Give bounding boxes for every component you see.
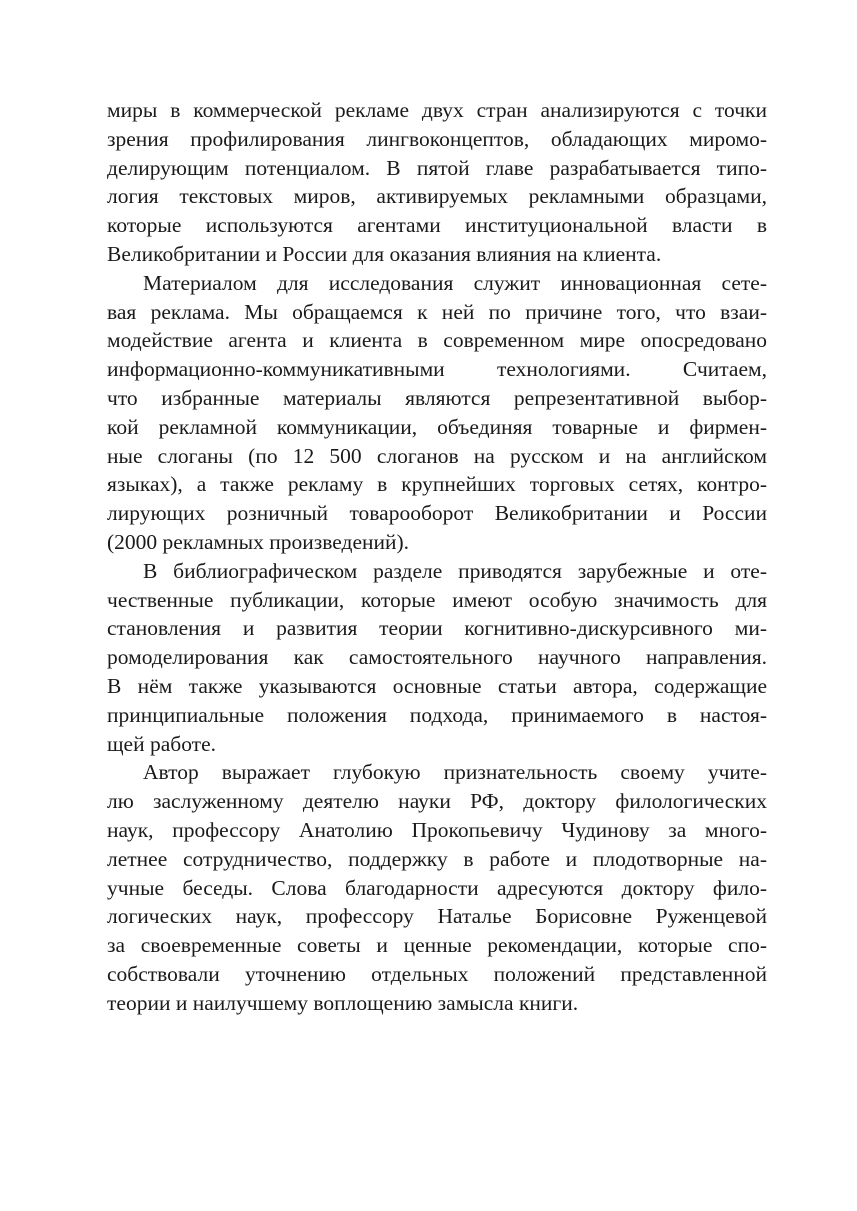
text-line: которые используются агентами институциональной власти в	[107, 213, 767, 238]
text-line: летнее сотрудничество, поддержку в работе и плодотворные на-	[107, 846, 767, 871]
text-line: (2000 рекламных произведений).	[107, 529, 410, 554]
text-line: ные слоганы (по 12 500 слоганов на русском и на английском	[107, 443, 767, 468]
text-line: Материалом для исследования служит инновационная сете-	[143, 270, 767, 295]
text-line: логия текстовых миров, активируемых рекламными образцами,	[107, 184, 767, 209]
text-line: что избранные материалы являются репрезентативной выбор-	[107, 385, 767, 410]
text-line: модействие агента и клиента в современном мире опосредовано	[107, 328, 767, 353]
text-line: теории и наилучшему воплощению замысла книги.	[107, 990, 579, 1015]
text-line: Великобритании и России для оказания влияния на клиента.	[107, 241, 662, 266]
text-line: вая реклама. Мы обращаемся к ней по причине того, что взаи-	[107, 299, 767, 324]
paragraph-4	[107, 758, 767, 1017]
page-body	[107, 96, 767, 1018]
text-line: лирующих розничный товарооборот Великобритании и России	[107, 501, 767, 526]
paragraph-2	[107, 269, 767, 557]
text-line: миры в коммерческой рекламе двух стран анализируются с точки	[107, 98, 767, 122]
text-line: учные беседы. Слова благодарности адресуются доктору фило-	[107, 875, 767, 900]
text-line: чественные публикации, которые имеют особую значимость для	[107, 587, 767, 612]
text-line: ромоделирования как самостоятельного научного направления.	[107, 645, 767, 670]
text-line: логических наук, профессору Наталье Борисовне Руженцевой	[107, 904, 767, 929]
paragraph-1	[107, 96, 767, 269]
text-line: В библиографическом разделе приводятся зарубежные и оте-	[143, 558, 767, 583]
text-line: В нём также указываются основные статьи автора, содержащие	[107, 673, 767, 698]
text-line: Автор выражает глубокую признательность своему учите-	[143, 760, 767, 785]
text-line: становления и развития теории когнитивно-дискурсивного ми-	[107, 616, 767, 641]
text-line: делирующим потенциалом. В пятой главе разрабатывается типо-	[107, 155, 767, 180]
text-line: принципиальные положения подхода, принимаемого в настоя-	[107, 702, 767, 727]
text-line: кой рекламной коммуникации, объединяя товарные и фирмен-	[107, 414, 767, 439]
text-line: собствовали уточнению отдельных положений представленной	[107, 961, 767, 986]
text-line: за своевременные советы и ценные рекомендации, которые спо-	[107, 933, 767, 958]
text-line: лю заслуженному деятелю науки РФ, доктору филологических	[107, 789, 767, 814]
text-line: наук, профессору Анатолию Прокопьевичу Чудинову за много-	[107, 817, 767, 842]
text-line: зрения профилирования лингвоконцептов, обладающих миромо-	[107, 126, 767, 151]
text-line: языках), а также рекламу в крупнейших торговых сетях, контро-	[107, 472, 767, 497]
text-line: щей работе.	[107, 731, 216, 756]
paragraph-3	[107, 557, 767, 759]
text-line: информационно-коммуникативными технологиями. Считаем,	[107, 357, 767, 382]
